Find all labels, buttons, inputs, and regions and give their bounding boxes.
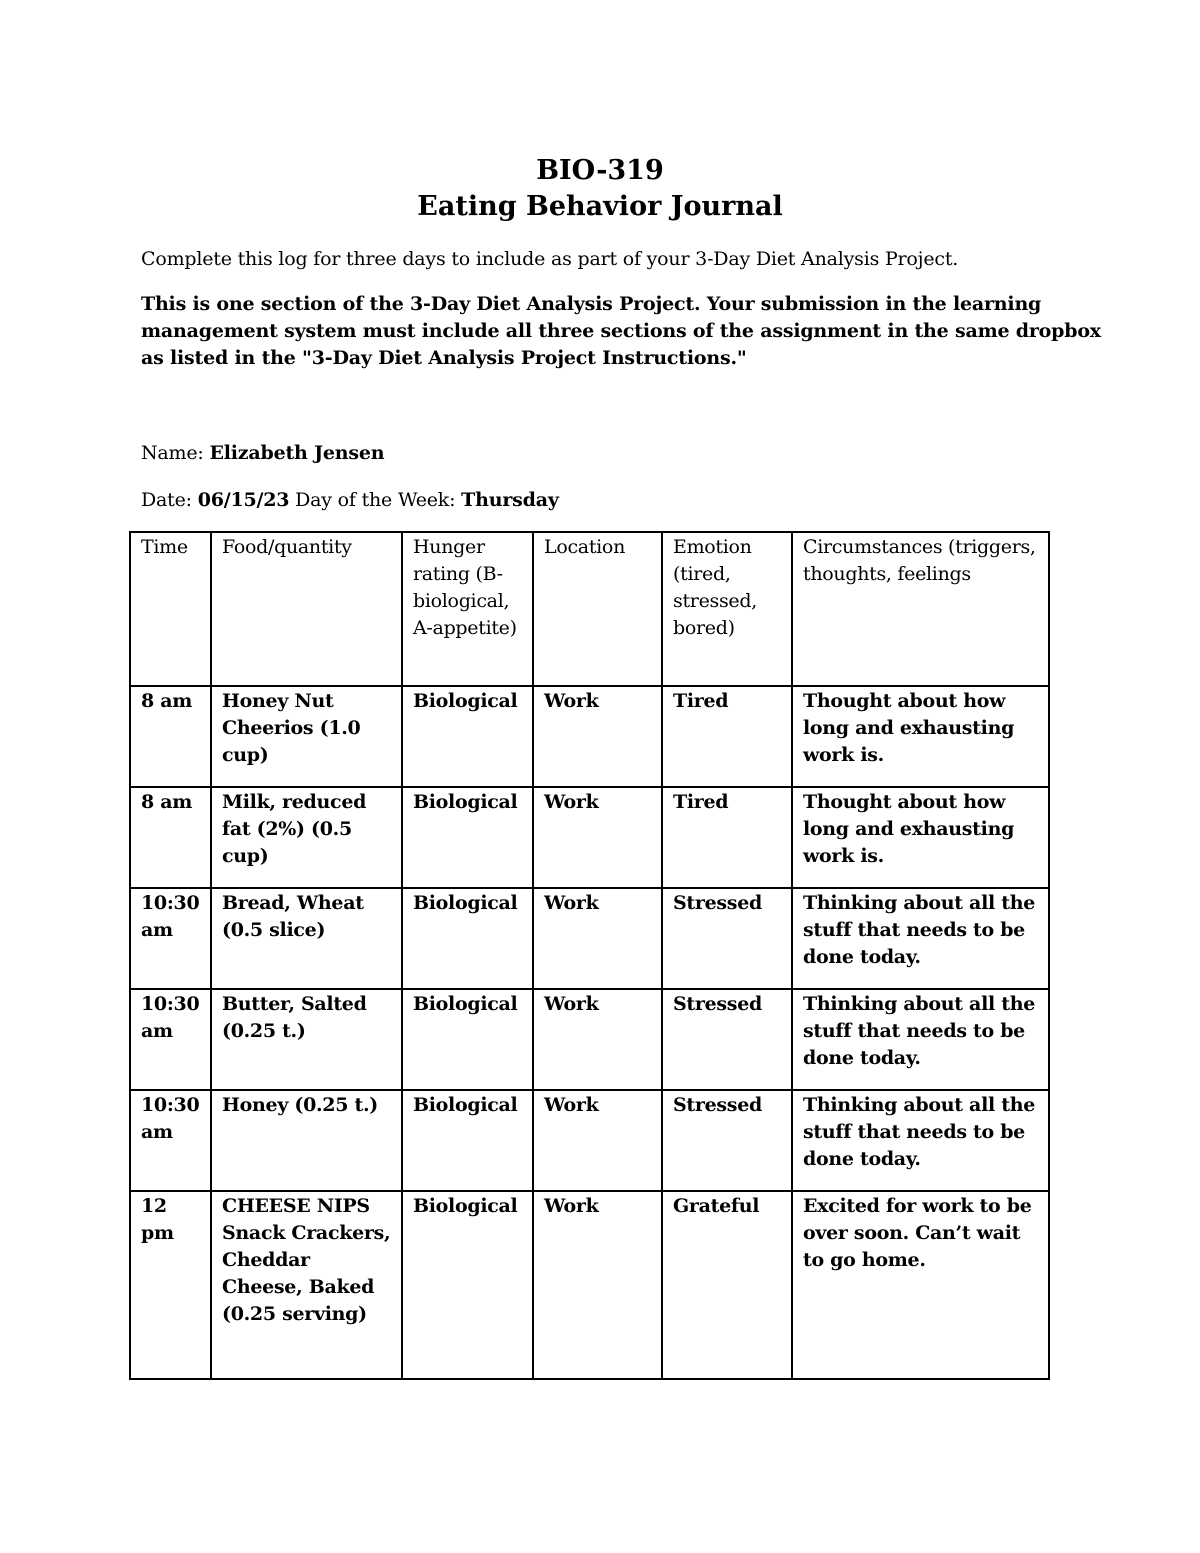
header-location: Location <box>533 532 662 686</box>
cell-location: Work <box>533 888 662 989</box>
date-field <box>141 486 559 514</box>
header-time: Time <box>130 532 211 686</box>
header-hunger: Hunger rating (B-biological, A-appetite) <box>402 532 533 686</box>
cell-hunger: Biological <box>402 989 533 1090</box>
cell-circumstances: Thought about how long and exhausting work is. <box>792 787 1049 888</box>
notice-line: This is one section of the 3-Day Diet Analysis Project. Your submission in the learning <box>141 293 1042 315</box>
name-value: Elizabeth Jensen <box>209 442 385 464</box>
cell-circumstances: Thinking about all the stuff that needs to be done today. <box>792 888 1049 989</box>
cell-time: 10:30 am <box>130 989 211 1090</box>
cell-hunger: Biological <box>402 686 533 787</box>
journal-table <box>129 531 1050 1380</box>
table-row <box>130 888 1049 989</box>
table-header-row <box>130 532 1049 686</box>
cell-location: Work <box>533 787 662 888</box>
cell-hunger: Biological <box>402 1191 533 1379</box>
notice-text <box>141 291 1101 372</box>
date-value: 06/15/23 <box>197 489 290 511</box>
cell-location: Work <box>533 989 662 1090</box>
cell-circumstances: Thinking about all the stuff that needs to be done today. <box>792 1090 1049 1191</box>
cell-hunger: Biological <box>402 787 533 888</box>
cell-time: 8 am <box>130 686 211 787</box>
cell-circumstances: Thinking about all the stuff that needs to be done today. <box>792 989 1049 1090</box>
cell-food: CHEESE NIPS Snack Crackers, Cheddar Cheese, Baked (0.25 serving) <box>211 1191 402 1379</box>
date-label: Date: <box>141 489 192 511</box>
cell-circumstances: Excited for work to be over soon. Can’t wait to go home. <box>792 1191 1049 1379</box>
cell-emotion: Stressed <box>662 989 792 1090</box>
cell-food: Honey Nut Cheerios (1.0 cup) <box>211 686 402 787</box>
header-circumstances: Circumstances (triggers, thoughts, feelings <box>792 532 1049 686</box>
cell-emotion: Grateful <box>662 1191 792 1379</box>
cell-location: Work <box>533 1191 662 1379</box>
notice-line: management system must include all three sections of the assignment in the same dropbox <box>141 320 1101 342</box>
cell-food: Butter, Salted (0.25 t.) <box>211 989 402 1090</box>
cell-emotion: Tired <box>662 686 792 787</box>
course-code: BIO-319 <box>536 155 664 186</box>
table-row <box>130 1191 1049 1379</box>
table-row <box>130 686 1049 787</box>
cell-time: 10:30 am <box>130 888 211 989</box>
cell-food: Milk, reduced fat (2%) (0.5 cup) <box>211 787 402 888</box>
cell-emotion: Tired <box>662 787 792 888</box>
cell-hunger: Biological <box>402 888 533 989</box>
cell-food: Honey (0.25 t.) <box>211 1090 402 1191</box>
cell-location: Work <box>533 1090 662 1191</box>
notice-line: as listed in the "3-Day Diet Analysis Project Instructions." <box>141 347 747 369</box>
cell-food: Bread, Wheat (0.5 slice) <box>211 888 402 989</box>
header-emotion: Emotion (tired, stressed, bored) <box>662 532 792 686</box>
cell-circumstances: Thought about how long and exhausting work is. <box>792 686 1049 787</box>
page-title: Eating Behavior Journal <box>417 191 783 222</box>
cell-hunger: Biological <box>402 1090 533 1191</box>
name-field <box>141 439 384 467</box>
cell-time: 8 am <box>130 787 211 888</box>
table-row <box>130 1090 1049 1191</box>
cell-emotion: Stressed <box>662 1090 792 1191</box>
header-food: Food/quantity <box>211 532 402 686</box>
table-row <box>130 787 1049 888</box>
day-label: Day of the Week: <box>295 489 456 511</box>
day-value: Thursday <box>461 489 559 511</box>
cell-location: Work <box>533 686 662 787</box>
name-label: Name: <box>141 442 204 464</box>
intro-text: Complete this log for three days to include as part of your 3-Day Diet Analysis Project. <box>141 248 959 270</box>
table-row <box>130 989 1049 1090</box>
cell-time: 12 pm <box>130 1191 211 1379</box>
cell-emotion: Stressed <box>662 888 792 989</box>
cell-time: 10:30 am <box>130 1090 211 1191</box>
